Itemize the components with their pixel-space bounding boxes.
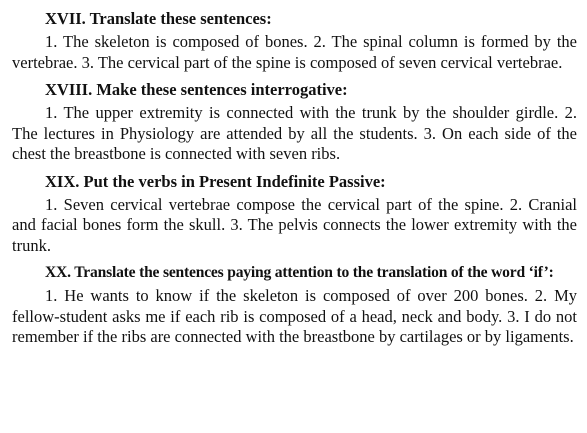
exercise-xix <box>12 171 577 257</box>
exercise-text: 1. The skeleton is composed of bones. 2. The spinal column is formed by the vertebrae. 3. The cervical part of the spine is composed of seven cervical vertebrae. <box>12 32 577 72</box>
exercise-xvii <box>12 8 577 73</box>
exercise-text: 1. He wants to know if the skeleton is composed of over 200 bones. 2. My fellow-student asks me if each rib is composed of a head, neck and body. 3. I do not remember if the ribs are connected with the breastbone by cartilages or by ligaments. <box>12 286 577 346</box>
exercise-heading: XIX. Put the verbs in Present Indefinite Passive: <box>45 171 386 191</box>
exercise-heading: XX. Translate the sentences paying attention to the translation of the word ‘if’: <box>45 264 554 281</box>
exercise-page <box>12 4 577 354</box>
exercise-xviii <box>12 79 577 165</box>
exercise-heading: XVIII. Make these sentences interrogative: <box>45 80 348 99</box>
exercise-text: 1. Seven cervical vertebrae compose the cervical part of the spine. 2. Cranial and facial bones form the skull. 3. The pelvis connects the lower extremity with the trunk. <box>12 194 577 255</box>
exercise-xx <box>12 262 577 348</box>
exercise-heading: XVII. Translate these sentences: <box>45 9 272 28</box>
exercise-text: 1. The upper extremity is connected with the trunk by the shoulder girdle. 2. The lectures in Physiology are attended by all the students. 3. On each side of the chest the breastbone is connected with seven ribs. <box>12 103 577 163</box>
